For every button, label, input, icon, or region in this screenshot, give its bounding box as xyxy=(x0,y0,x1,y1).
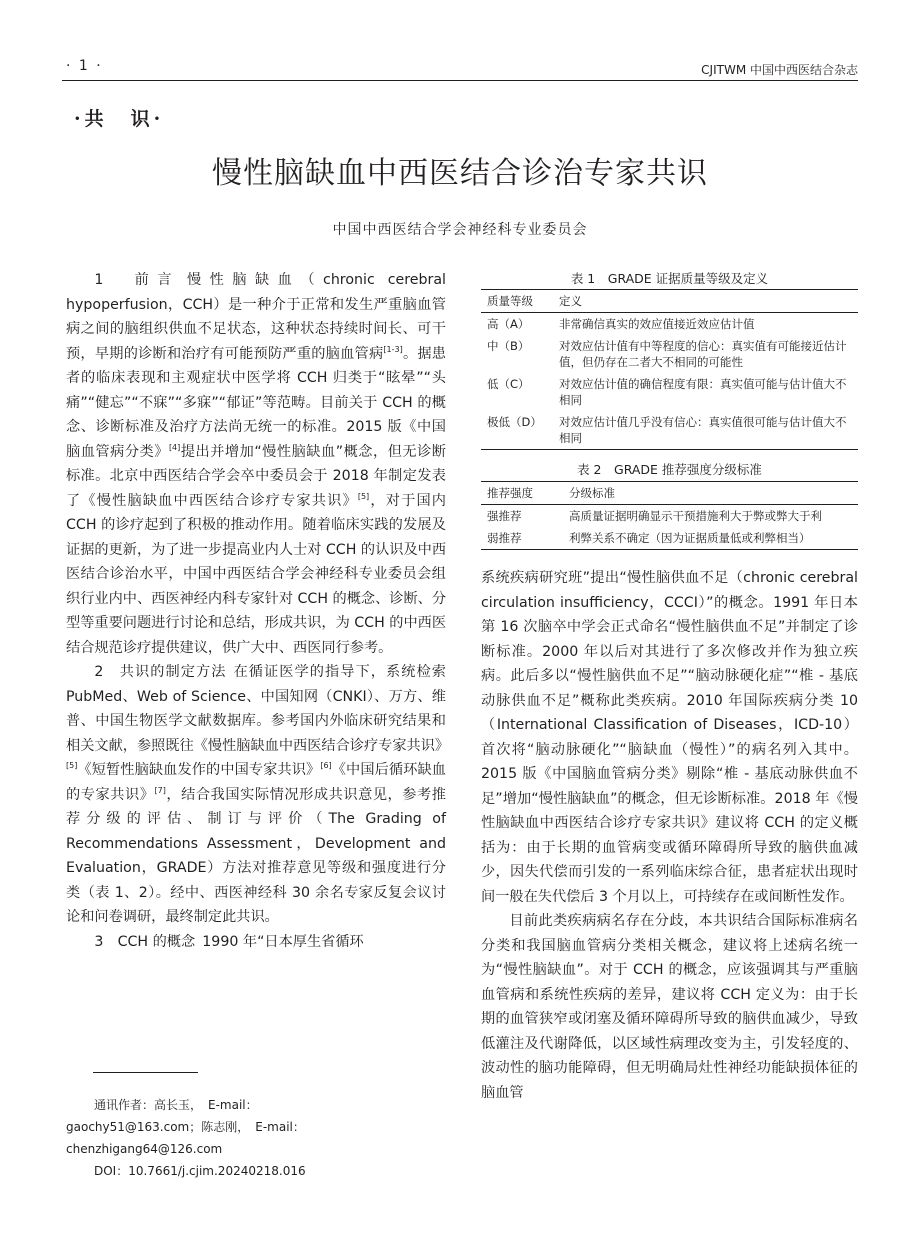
paragraph-concept xyxy=(66,930,446,955)
table-cell: 极低（D） xyxy=(487,415,542,429)
table-header-cell: 质量等级 xyxy=(487,294,533,308)
paragraph-text: ，结合我国实际情况形成共识意见，参考推荐分级的评估、制订与评价（The Grading of Recommendations Assessment，Development and Evaluation，GRADE）方法对推荐意见等级和强度进行分类（表 1、2）。经中、西医神经科 30 余名专家反复会议讨论和问卷调研，最终制定此共识。 xyxy=(66,786,446,925)
paragraph-text: ，对于国内 CCH 的诊疗起到了积极的推动作用。随着临床实践的发展及证据的更新，为了进一步提高业内人士对 CCH 的认识及中西医结合诊治水平，中国中西医结合学会神经科专业委员会组织行业内中、西医神经内科专家针对 CCH 的概念、诊断、分型等重要问题进行讨论和总结，形成共识，为 CCH 的中西医结合规范诊疗提供建议，供广大中、西医同行参考。 xyxy=(66,492,447,656)
paragraph-text: 《中国后循环缺血的专家共识》 xyxy=(66,762,446,803)
paragraph-introduction xyxy=(66,268,446,660)
left-column xyxy=(66,268,450,954)
paragraph-text: 1990 年“日本厚生省循环 xyxy=(202,933,364,950)
paragraph-text: 在循证医学的指导下，系统检索 PubMed、Web of Science、中国知网（CNKI）、万方、维普、中国生物医学文献数据库。参考国内外临床研究结果和相关文献，参照既往《慢性脑缺血中西医结合诊疗专家共识》 xyxy=(66,664,450,754)
table-row xyxy=(481,505,858,528)
paragraph-methods xyxy=(66,660,450,930)
section-heading-concept: 3 CCH 的概念 xyxy=(94,933,196,950)
table-header-cell: 定义 xyxy=(559,294,582,308)
table2-caption: 表 2 GRADE 推荐强度分级标准 xyxy=(577,462,762,477)
table2 xyxy=(481,481,858,550)
footnote xyxy=(66,1094,356,1182)
table-cell: 高（A） xyxy=(487,317,530,331)
table-cell: 对效应估计值的确信程度有限：真实值可能与估计值大不相同 xyxy=(559,377,847,407)
table-row xyxy=(481,527,858,550)
header-rule xyxy=(62,80,858,81)
table-row xyxy=(481,411,858,450)
table-cell: 弱推荐 xyxy=(487,531,522,545)
table-row xyxy=(481,335,858,373)
paragraph-text: 慢性脑缺血（chronic cerebral hypoperfusion，CCH）是一种介于正常和发生严重脑血管病之间的脑组织供血不足状态，这种状态持续时间长、可干预，早期的诊断和治疗有可能预防严重的脑血管病 xyxy=(66,272,446,362)
journal-name: CJITWM 中国中西医结合杂志 xyxy=(701,63,858,77)
section-heading-introduction: 1 前言 xyxy=(94,272,180,288)
table-row xyxy=(481,373,858,411)
table-row xyxy=(481,313,858,336)
citation-ref: [7] xyxy=(154,785,166,795)
citation-ref: [1-3] xyxy=(383,344,403,354)
section-heading-methods: 2 共识的制定方法 xyxy=(94,664,227,680)
corresponding-authors: 通讯作者：高长玉， E-mail：gaochy51@163.com；陈志刚， E-mail：chenzhigang64@126.com xyxy=(66,1098,305,1156)
paragraph-text: 《短暂性脑缺血发作的中国专家共识》 xyxy=(77,762,321,778)
section-label: ·共 识· xyxy=(74,108,165,130)
table-cell: 利弊关系不确定（因为证据质量低或利弊相当） xyxy=(569,531,811,545)
page-number: · 1 · xyxy=(66,58,103,74)
citation-ref: [5] xyxy=(357,491,370,501)
paragraph-definition: 目前此类疾病病名存在分歧，本共识结合国际标准病名分类和我国脑血管病分类相关概念，建议将上述病名统一为“慢性脑缺血”。对于 CCH 的概念，应该强调其与严重脑血管病和系统性疾病的差异，建议将 CCH 定义为：由于长期的血管狭窄或闭塞及循环障碍所导致的脑供血减少，导致低灌注及代谢降低，以区域性病理改变为主，引发轻度的、波动性的脑功能障碍，但无明确局灶性神经功能缺损体征的脑血管 xyxy=(481,913,858,1101)
table-cell: 对效应估计值有中等程度的信心：真实值有可能接近估计值，但仍存在二者大不相同的可能性 xyxy=(559,339,847,369)
table-cell: 非常确信真实的效应值接近效应估计值 xyxy=(559,317,755,331)
table-cell: 强推荐 xyxy=(487,509,522,523)
table1-caption: 表 1 GRADE 证据质量等级及定义 xyxy=(570,271,769,286)
paragraph-text: 。据患者的临床表现和主观症状中医学将 CCH 归类于“眩晕”“头痛”“健忘”“不寐”“多寐”“郁证”等范畴。目前关于 CCH 的概念、诊断标准及治疗方法尚无统一的标准。2015 版《中国脑血管病分类》 xyxy=(66,345,446,460)
table-cell: 中（B） xyxy=(487,339,530,353)
citation-ref: [6] xyxy=(320,761,332,770)
table-header-row xyxy=(481,482,858,505)
paragraph-text: 提出并增加“慢性脑缺血”概念，但无诊断标准。北京中西医结合学会卒中委员会于 2018 年制定发表了《慢性脑缺血中西医结合诊疗专家共识》 xyxy=(66,443,446,509)
table-header-cell: 分级标准 xyxy=(569,486,615,500)
table-cell: 低（C） xyxy=(487,377,530,391)
right-column xyxy=(481,566,858,1105)
footnote-rule xyxy=(93,1072,198,1073)
citation-ref: [5] xyxy=(66,761,78,770)
article-title: 慢性脑缺血中西医结合诊治专家共识 xyxy=(212,156,708,191)
paragraph-concept-continued: 系统疾病研究班”提出“慢性脑供血不足（chronic cerebral circulation insufficiency，CCCI）”的概念。1991 年日本第 16 次脑卒中学会正式命名“慢性脑供血不足”并制定了诊断标准。2000 年以后对其进行了多次修改并作为独立疾病。此后多以“慢性脑供血不足”“脑动脉硬化症”“椎 - 基底动脉供血不足”概称此类疾病。2010 年国际疾病分类 10（International Classification of Diseases，ICD-10）首次将“脑动脉硬化”“脑缺血（慢性）”的病名列入其中。2015 版《中国脑血管病分类》剔除“椎 - 基底动脉供血不足”增加“慢性脑缺血”的概念，但无诊断标准。2018 年《慢性脑缺血中西医结合诊疗专家共识》建议将 CCH 的定义概括为：由于长期的血管病变或循环障碍所导致的脑供血减少，因失代偿而引发的一系列临床综合征，患者症状出现时间一般在失代偿后 3 个月以上，可持续存在或间断性发作。 xyxy=(481,570,858,905)
table-header-row xyxy=(481,290,858,313)
table-cell: 高质量证据明确显示干预措施利大于弊或弊大于利 xyxy=(569,509,822,523)
table1 xyxy=(481,289,858,450)
doi: DOI：10.7661/j.cjim.20240218.016 xyxy=(94,1164,306,1178)
author-group: 中国中西医结合学会神经科专业委员会 xyxy=(332,222,588,238)
citation-ref: [4] xyxy=(168,442,181,452)
table-header-cell: 推荐强度 xyxy=(487,486,533,500)
table-cell: 对效应估计值几乎没有信心：真实值很可能与估计值大不相同 xyxy=(559,415,847,445)
